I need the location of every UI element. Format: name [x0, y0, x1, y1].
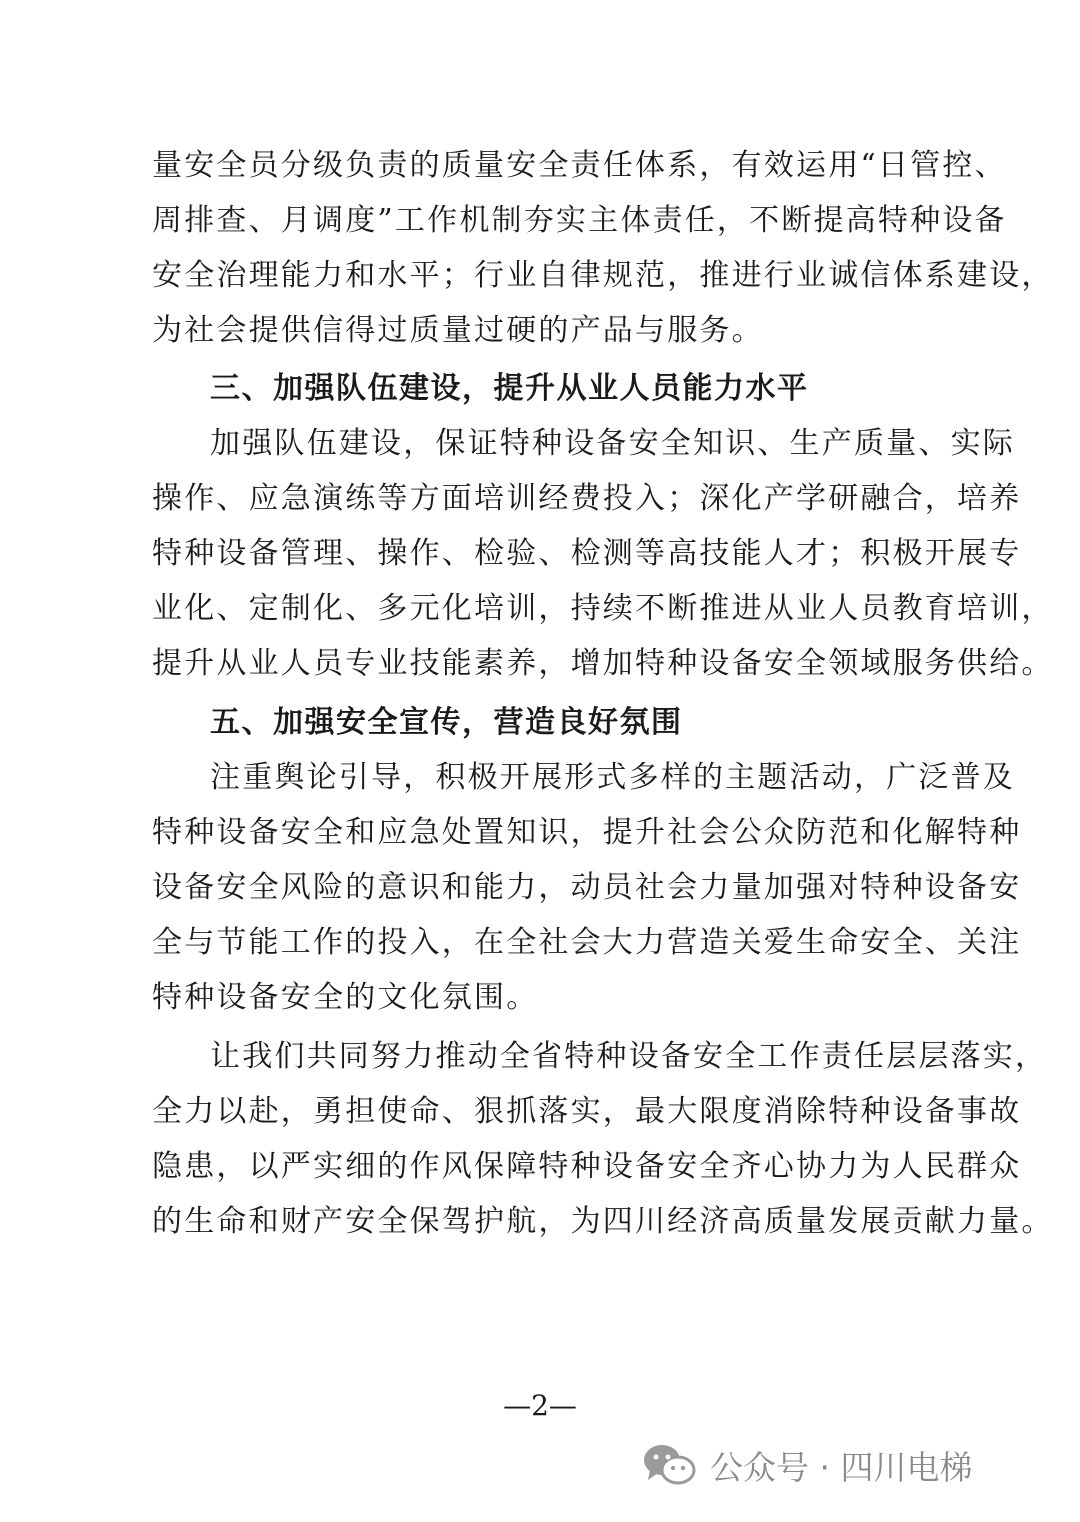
- paragraph-3-line-2: 特种设备安全和应急处置知识，提升社会公众防范和化解特种: [152, 815, 1022, 850]
- paragraph-2-line-5: 提升从业人员专业技能素养，增加特种设备安全领域服务供给。: [152, 646, 1054, 681]
- paragraph-1-line-1: 量安全员分级负责的质量安全责任体系，有效运用“日管控、: [152, 148, 1007, 183]
- paragraph-2-line-3: 特种设备管理、操作、检验、检测等高技能人才；积极开展专: [152, 536, 1022, 571]
- paragraph-4-line-2: 全力以赴，勇担使命、狠抓落实，最大限度消除特种设备事故: [152, 1094, 1022, 1129]
- paragraph-4-line-3: 隐患，以严实细的作风保障特种设备安全齐心协力为人民群众: [152, 1149, 1022, 1184]
- paragraph-3-line-5: 特种设备安全的文化氛围。: [152, 980, 539, 1015]
- section-heading-5: 五、加强安全宣传，营造良好氛围: [210, 705, 683, 740]
- paragraph-1-line-3: 安全治理能力和水平；行业自律规范，推进行业诚信体系建设，: [152, 258, 1054, 293]
- watermark: [640, 1440, 972, 1490]
- paragraph-1-line-4: 为社会提供信得过质量过硬的产品与服务。: [152, 313, 764, 348]
- paragraph-2-line-4: 业化、定制化、多元化培训，持续不断推进从业人员教育培训，: [152, 591, 1054, 626]
- paragraph-1-line-2: 周排查、月调度”工作机制夯实主体责任，不断提高特种设备: [152, 203, 1007, 238]
- paragraph-3-line-1: 注重舆论引导，积极开展形式多样的主题活动，广泛普及: [210, 760, 1015, 795]
- paragraph-3-line-4: 全与节能工作的投入，在全社会大力营造关爱生命安全、关注: [152, 925, 1022, 960]
- paragraph-3-line-3: 设备安全风险的意识和能力，动员社会力量加强对特种设备安: [152, 870, 1022, 905]
- paragraph-2-line-2: 操作、应急演练等方面培训经费投入；深化产学研融合，培养: [152, 481, 1022, 516]
- paragraph-4-line-1: 让我们共同努力推动全省特种设备安全工作责任层层落实，: [210, 1039, 1048, 1074]
- paragraph-4-line-4: 的生命和财产安全保驾护航，为四川经济高质量发展贡献力量。: [152, 1204, 1054, 1239]
- wechat-icon: [640, 1442, 698, 1488]
- watermark-text: 公众号 · 四川电梯: [710, 1447, 973, 1487]
- section-heading-3: 三、加强队伍建设，提升从业人员能力水平: [210, 371, 809, 406]
- paragraph-2-line-1: 加强队伍建设，保证特种设备安全知识、生产质量、实际: [210, 426, 1015, 461]
- page-number: —2—: [503, 1389, 577, 1422]
